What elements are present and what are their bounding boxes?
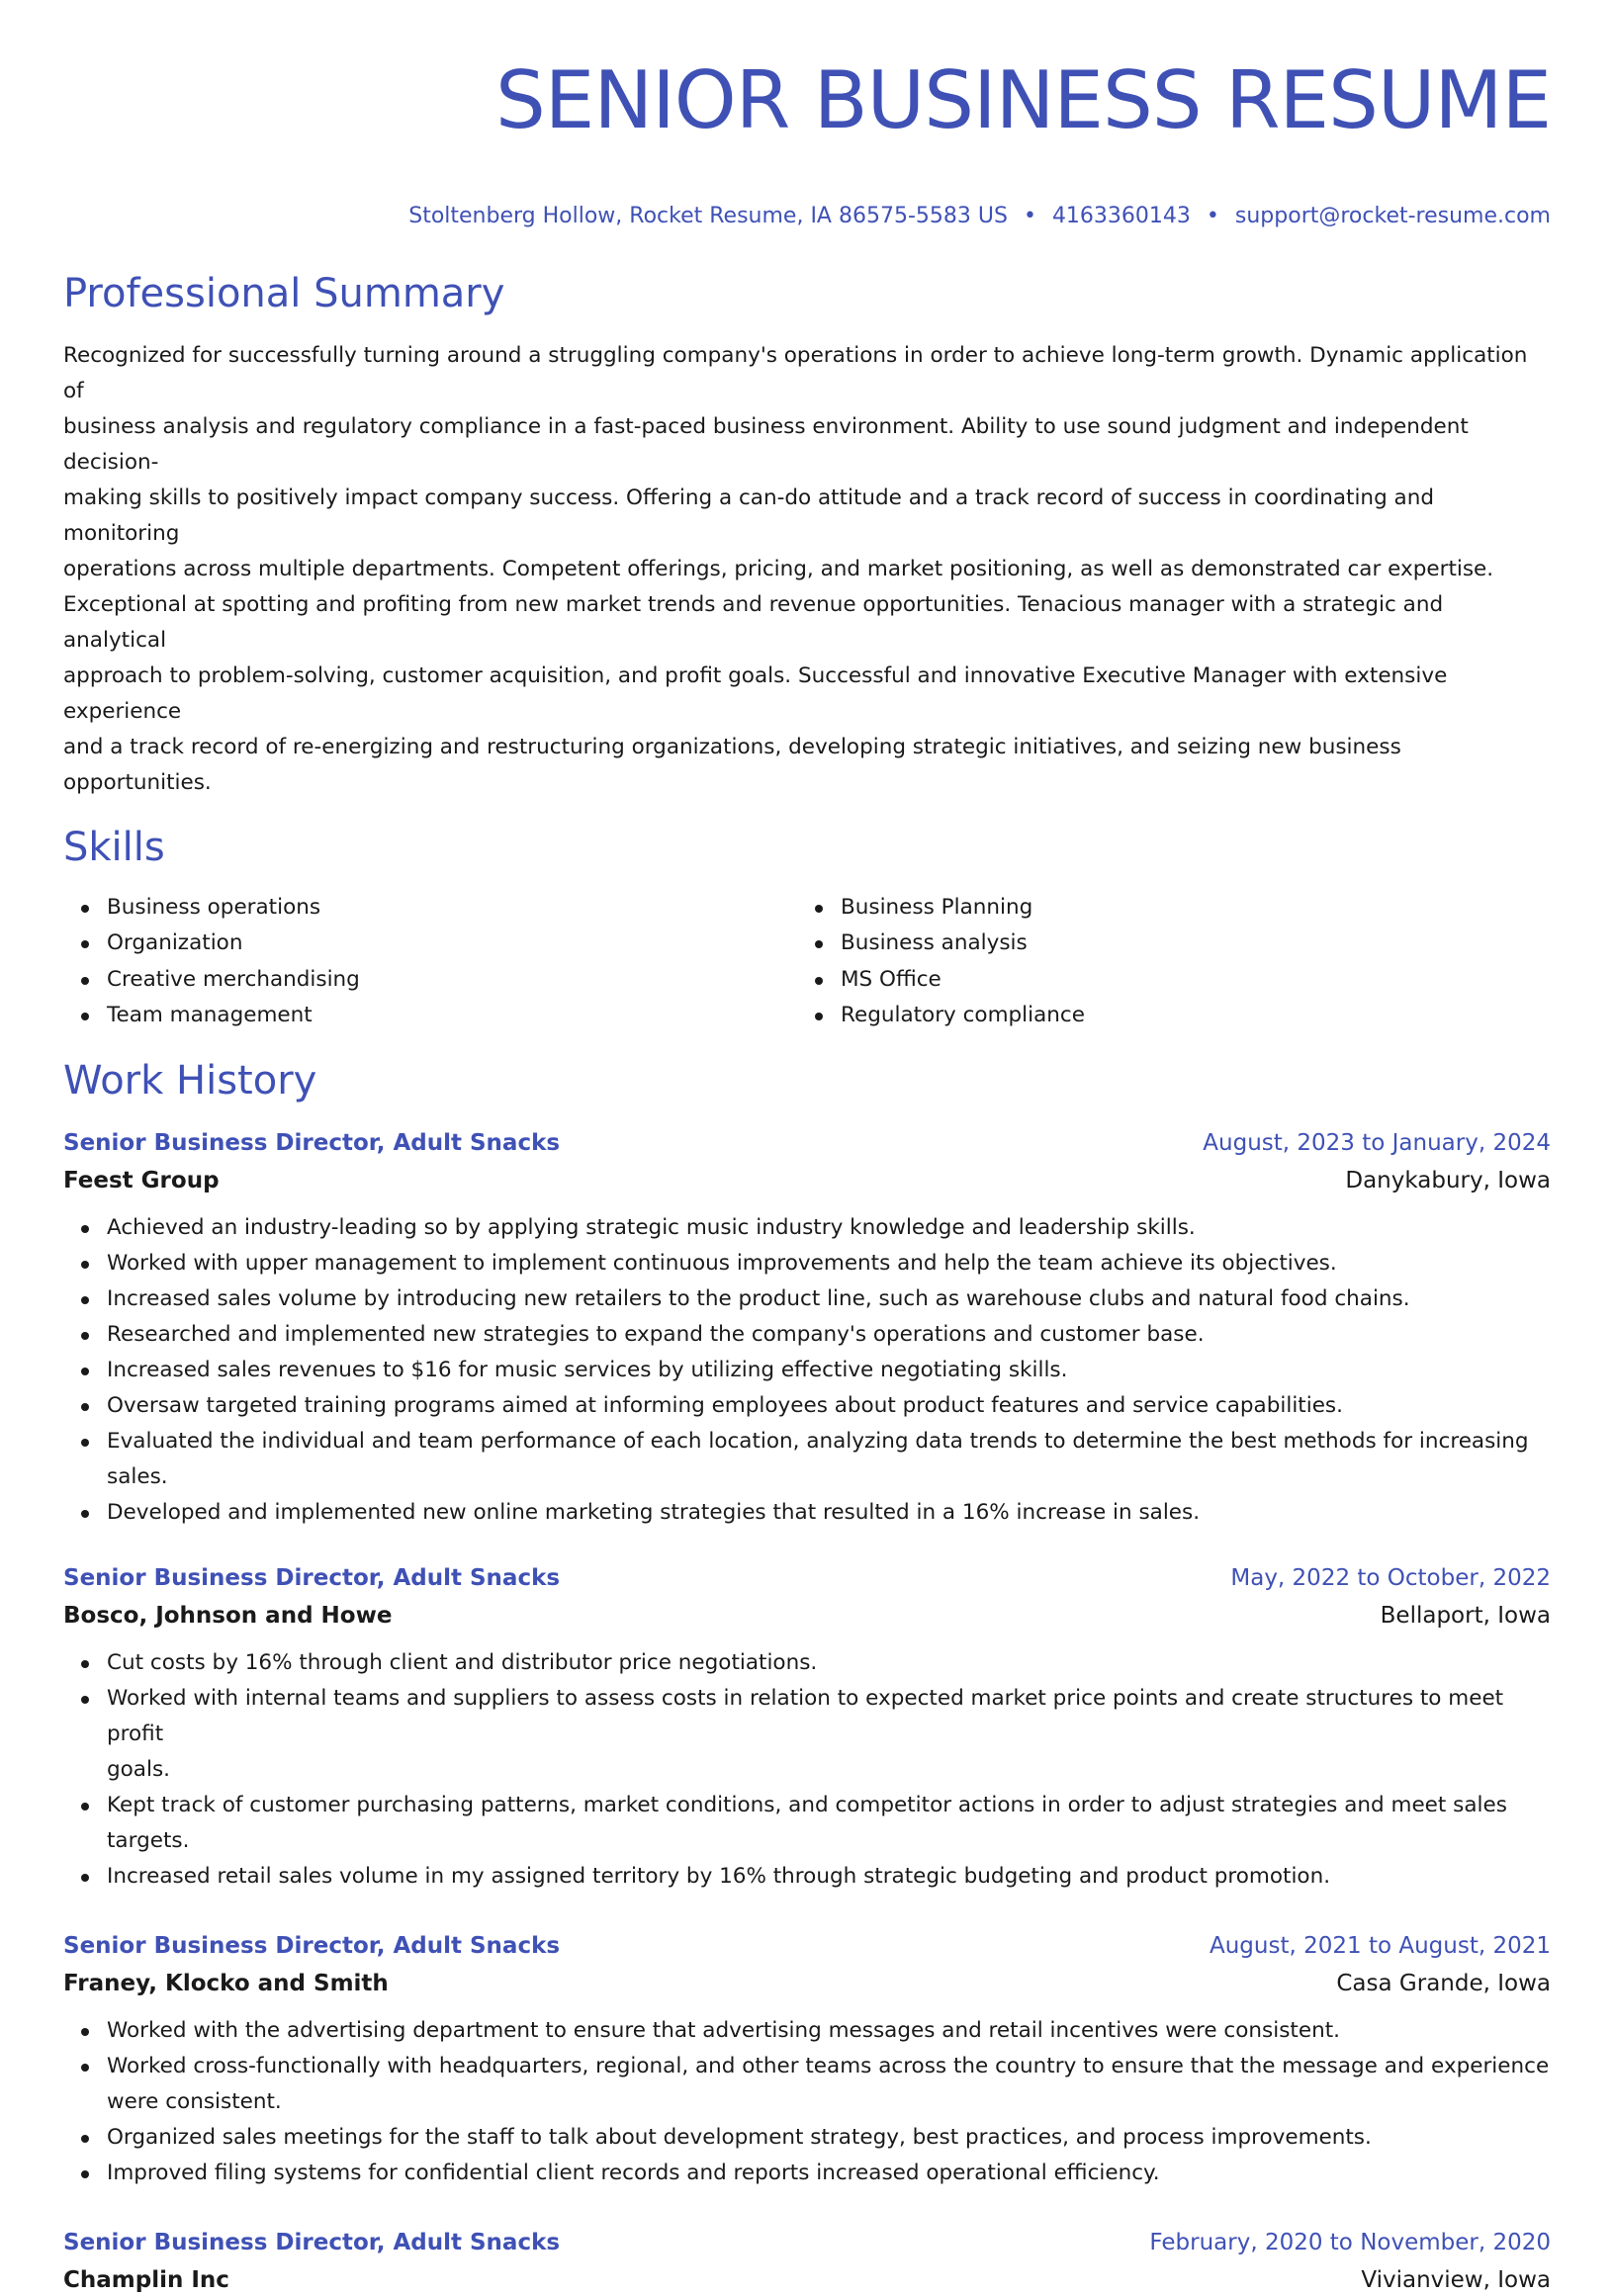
job-bullet-line: Organized sales meetings for the staff to talk about development strategy, best practices, and process improvements. bbox=[107, 2124, 1372, 2150]
job-bullet bbox=[63, 2120, 1551, 2156]
job-entry bbox=[63, 1930, 1551, 2191]
job-company-row bbox=[63, 1600, 1551, 1632]
skill-item bbox=[63, 926, 797, 962]
job-title-row bbox=[63, 2227, 1551, 2258]
job-title-row bbox=[63, 1930, 1551, 1962]
contact-line bbox=[63, 202, 1551, 231]
job-company: Champlin Inc bbox=[63, 2266, 229, 2293]
job-bullet-line: sales. bbox=[107, 1463, 168, 1489]
job-dates: May, 2022 to October, 2022 bbox=[1230, 1564, 1551, 1591]
work-history-list bbox=[63, 1127, 1551, 2296]
job-location: Bellaport, Iowa bbox=[1380, 1602, 1551, 1629]
bullet-dot bbox=[81, 1225, 89, 1233]
skill-item bbox=[797, 998, 1531, 1034]
job-company: Franey, Klocko and Smith bbox=[63, 1970, 389, 1996]
job-bullet-list bbox=[63, 1645, 1551, 1895]
bullet-dot bbox=[81, 1013, 89, 1020]
bullet-dot bbox=[81, 2028, 89, 2036]
bullet-dot bbox=[81, 2064, 89, 2072]
job-bullet bbox=[63, 1788, 1551, 1859]
bullet-dot bbox=[81, 1439, 89, 1447]
job-bullet-line: Kept track of customer purchasing patterns, market conditions, and competitor actions in order to adjust strategies and meet sales bbox=[107, 1792, 1507, 1817]
job-title-row bbox=[63, 1562, 1551, 1594]
job-location: Vivianview, Iowa bbox=[1361, 2266, 1551, 2293]
job-bullet-line: Oversaw targeted training programs aimed at informing employees about product features and service capabilities. bbox=[107, 1392, 1343, 1418]
summary-line: making skills to positively impact company success. Offering a can-do attitude and a track record of success in coordinating and monitoring bbox=[63, 485, 1434, 546]
skill-item bbox=[63, 998, 797, 1034]
job-bullet-line: goals. bbox=[107, 1756, 170, 1782]
job-title-row bbox=[63, 1127, 1551, 1159]
skills-grid bbox=[63, 890, 1551, 1034]
bullet-dot bbox=[81, 977, 89, 985]
skill-label: Team management bbox=[107, 1003, 313, 1028]
summary-line: business analysis and regulatory compliance in a fast-paced business environment. Ability to use sound judgment and independent decision- bbox=[63, 413, 1469, 475]
bullet-dot bbox=[81, 1510, 89, 1518]
bullet-dot bbox=[81, 1261, 89, 1269]
job-bullet-line: Researched and implemented new strategies to expand the company's operations and customer base. bbox=[107, 1321, 1205, 1347]
job-entry bbox=[63, 1562, 1551, 1895]
job-bullet-line: Worked with internal teams and suppliers to assess costs in relation to expected market price points and create structures to meet profit bbox=[107, 1685, 1504, 1746]
work-history-heading: Work History bbox=[63, 1057, 317, 1104]
job-bullet-line: targets. bbox=[107, 1827, 190, 1853]
skill-label: Business analysis bbox=[841, 930, 1028, 956]
bullet-dot bbox=[815, 977, 823, 985]
job-bullet-line: were consistent. bbox=[107, 2088, 282, 2114]
job-bullet-line: Increased sales revenues to $16 for music services by utilizing effective negotiating skills. bbox=[107, 1357, 1068, 1382]
job-bullet-line: Worked with upper management to implement continuous improvements and help the team achieve its objectives. bbox=[107, 1250, 1337, 1276]
skill-item bbox=[63, 962, 797, 999]
contact-separator: • bbox=[1023, 203, 1036, 228]
skill-label: Creative merchandising bbox=[107, 966, 360, 992]
bullet-dot bbox=[81, 905, 89, 913]
contact-email: support@rocket-resume.com bbox=[1234, 203, 1551, 228]
skill-item bbox=[797, 926, 1531, 962]
job-dates: August, 2023 to January, 2024 bbox=[1203, 1129, 1551, 1156]
bullet-dot bbox=[81, 1660, 89, 1668]
contact-phone: 4163360143 bbox=[1051, 203, 1191, 228]
job-company-row bbox=[63, 1165, 1551, 1196]
job-bullet-line: Achieved an industry-leading so by applying strategic music industry knowledge and leadership skills. bbox=[107, 1214, 1196, 1240]
job-bullet-line: Developed and implemented new online marketing strategies that resulted in a 16% increase in sales. bbox=[107, 1499, 1201, 1525]
skill-label: MS Office bbox=[841, 966, 942, 992]
job-bullet bbox=[63, 1388, 1551, 1424]
job-bullet bbox=[63, 1317, 1551, 1353]
summary-paragraph bbox=[63, 338, 1551, 801]
job-dates: February, 2020 to November, 2020 bbox=[1149, 2229, 1551, 2255]
job-bullet-line: Worked with the advertising department to ensure that advertising messages and retail incentives were consistent. bbox=[107, 2017, 1340, 2043]
job-bullet bbox=[63, 2156, 1551, 2191]
job-title: Senior Business Director, Adult Snacks bbox=[63, 1129, 561, 1156]
skills-column-right bbox=[797, 890, 1531, 1034]
skill-item bbox=[797, 890, 1531, 927]
bullet-dot bbox=[81, 1696, 89, 1704]
skill-label: Business operations bbox=[107, 894, 321, 920]
job-bullet-line: Worked cross-functionally with headquarters, regional, and other teams across the country to ensure that the message and experience bbox=[107, 2053, 1550, 2078]
job-bullet bbox=[63, 1645, 1551, 1681]
job-bullet bbox=[63, 1353, 1551, 1388]
job-bullet bbox=[63, 1859, 1551, 1895]
summary-line: approach to problem-solving, customer acquisition, and profit goals. Successful and innovative Executive Manager with extensive experience bbox=[63, 662, 1448, 724]
job-company-row bbox=[63, 1968, 1551, 1999]
job-bullet bbox=[63, 1210, 1551, 1246]
job-company: Feest Group bbox=[63, 1167, 220, 1193]
job-bullet bbox=[63, 1495, 1551, 1531]
job-bullet-line: Increased retail sales volume in my assigned territory by 16% through strategic budgeting and product promotion. bbox=[107, 1863, 1331, 1889]
job-bullet bbox=[63, 2013, 1551, 2049]
contact-separator: • bbox=[1206, 203, 1219, 228]
summary-line: operations across multiple departments. Competent offerings, pricing, and market positioning, as well as demonstrated car expertise. bbox=[63, 556, 1494, 581]
job-bullet bbox=[63, 2049, 1551, 2120]
job-bullet-line: Increased sales volume by introducing new retailers to the product line, such as warehouse clubs and natural food chains. bbox=[107, 1285, 1410, 1311]
skills-column-left bbox=[63, 890, 797, 1034]
job-company-row bbox=[63, 2264, 1551, 2296]
summary-heading: Professional Summary bbox=[63, 270, 505, 316]
job-title: Senior Business Director, Adult Snacks bbox=[63, 1932, 561, 1959]
job-location: Casa Grande, Iowa bbox=[1336, 1970, 1551, 1996]
job-title: Senior Business Director, Adult Snacks bbox=[63, 2229, 561, 2255]
resume-title: SENIOR BUSINESS RESUME bbox=[495, 54, 1551, 146]
job-bullet-list bbox=[63, 1210, 1551, 1531]
bullet-dot bbox=[81, 1296, 89, 1304]
job-title: Senior Business Director, Adult Snacks bbox=[63, 1564, 561, 1591]
summary-line: Exceptional at spotting and profiting from new market trends and revenue opportunities. Tenacious manager with a strategic and analytical bbox=[63, 591, 1444, 653]
bullet-dot bbox=[81, 1368, 89, 1375]
job-bullet bbox=[63, 1681, 1551, 1788]
skill-label: Organization bbox=[107, 930, 243, 956]
job-bullet-line: Evaluated the individual and team performance of each location, analyzing data trends to determine the best methods for increasing bbox=[107, 1428, 1529, 1454]
bullet-dot bbox=[815, 1013, 823, 1020]
resume-page bbox=[63, 0, 1551, 2296]
bullet-dot bbox=[81, 1874, 89, 1882]
bullet-dot bbox=[815, 905, 823, 913]
job-entry bbox=[63, 1127, 1551, 1531]
job-bullet bbox=[63, 1424, 1551, 1495]
summary-line: Recognized for successfully turning around a struggling company's operations in order to achieve long-term growth. Dynamic application of bbox=[63, 342, 1528, 403]
skill-label: Regulatory compliance bbox=[841, 1003, 1085, 1028]
skill-item bbox=[63, 890, 797, 927]
summary-line: and a track record of re-energizing and restructuring organizations, developing strategic initiatives, and seizing new business opportunities. bbox=[63, 734, 1401, 795]
bullet-dot bbox=[81, 2135, 89, 2143]
bullet-dot bbox=[81, 1803, 89, 1810]
bullet-dot bbox=[81, 1403, 89, 1411]
bullet-dot bbox=[815, 940, 823, 948]
bullet-dot bbox=[81, 940, 89, 948]
job-bullet-line: Cut costs by 16% through client and distributor price negotiations. bbox=[107, 1649, 818, 1675]
job-location: Danykabury, Iowa bbox=[1345, 1167, 1551, 1193]
job-bullet bbox=[63, 1246, 1551, 1281]
job-entry bbox=[63, 2227, 1551, 2296]
job-dates: August, 2021 to August, 2021 bbox=[1210, 1932, 1551, 1959]
contact-address: Stoltenberg Hollow, Rocket Resume, IA 86575-5583 US bbox=[408, 203, 1008, 228]
job-company: Bosco, Johnson and Howe bbox=[63, 1602, 393, 1629]
job-bullet-line: Improved filing systems for confidential client records and reports increased operational efficiency. bbox=[107, 2160, 1160, 2185]
skills-heading: Skills bbox=[63, 824, 165, 870]
bullet-dot bbox=[81, 2170, 89, 2178]
bullet-dot bbox=[81, 1332, 89, 1340]
skill-label: Business Planning bbox=[841, 894, 1033, 920]
job-bullet bbox=[63, 1281, 1551, 1317]
skill-item bbox=[797, 962, 1531, 999]
job-bullet-list bbox=[63, 2013, 1551, 2191]
